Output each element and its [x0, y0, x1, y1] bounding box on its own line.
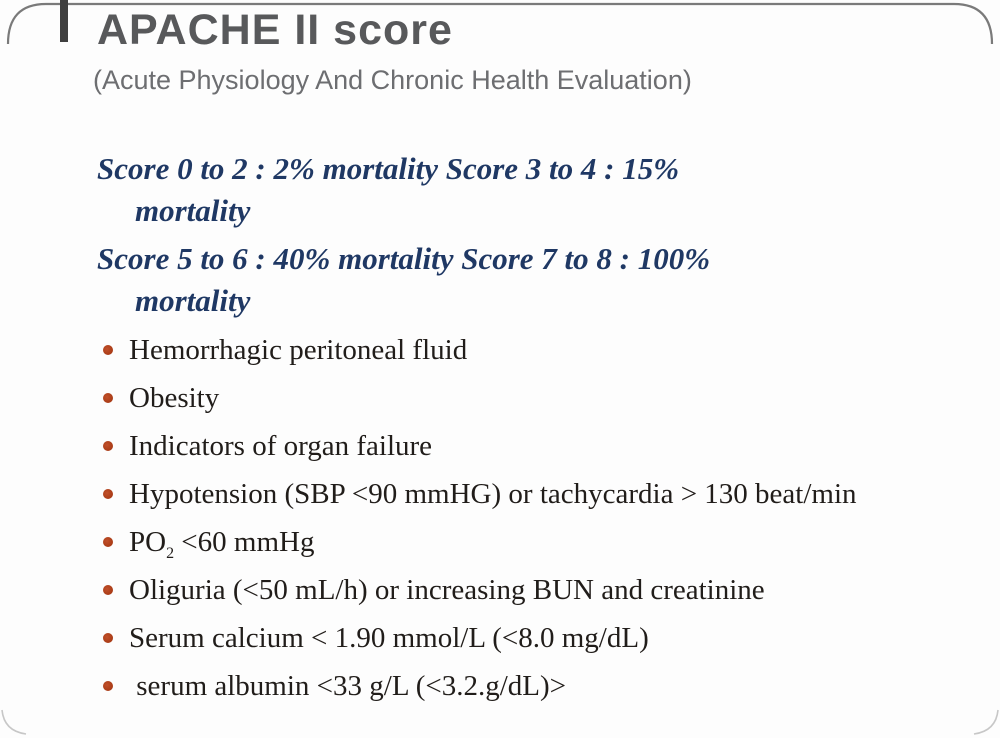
mortality-block [97, 148, 977, 322]
criteria-list [97, 334, 977, 703]
po2-prefix: PO [129, 526, 167, 559]
mortality-line: Score 0 to 2 : 2% mortality Score 3 to 4 : 15% [97, 151, 680, 187]
list-item [97, 334, 977, 367]
po2-suffix: <60 mmHg [174, 526, 315, 559]
list-item [97, 382, 977, 415]
slide-title: APACHE II score [97, 6, 453, 54]
bullet-icon [103, 393, 113, 403]
list-item-text: Hypotension (SBP <90 mmHG) or tachycardia > 130 beat/min [129, 478, 857, 511]
mortality-statement [97, 148, 977, 232]
slide-subtitle: (Acute Physiology And Chronic Health Evaluation) [93, 65, 692, 96]
bullet-icon [103, 489, 113, 499]
list-item-text: Indicators of organ failure [129, 430, 433, 463]
bullet-icon [103, 345, 113, 355]
list-item-text: Oliguria (<50 mL/h) or increasing BUN and creatinine [129, 574, 765, 607]
list-item-text: Hemorrhagic peritoneal fluid [129, 334, 468, 367]
list-item-text: serum albumin <33 g/L (<3.2.g/dL)> [129, 670, 567, 703]
list-item [97, 478, 977, 511]
list-item [97, 430, 977, 463]
top-left-corner-bar [60, 0, 68, 42]
bullet-icon [103, 681, 113, 691]
bullet-icon [103, 633, 113, 643]
list-item-text: Serum calcium < 1.90 mmol/L (<8.0 mg/dL) [129, 622, 649, 655]
list-item [97, 574, 977, 607]
list-item-text: Obesity [129, 382, 220, 415]
list-item [97, 670, 977, 703]
list-item [97, 526, 977, 563]
mortality-statement [97, 238, 977, 322]
po2-subscript: 2 [166, 545, 175, 563]
bullet-icon [103, 585, 113, 595]
bullet-icon [103, 537, 113, 547]
bullet-icon [103, 441, 113, 451]
list-item-text [129, 526, 315, 563]
slide-content [93, 6, 977, 718]
list-item [97, 622, 977, 655]
mortality-line: Score 5 to 6 : 40% mortality Score 7 to 8 : 100% [97, 241, 711, 277]
mortality-line-wrap: mortality [135, 283, 251, 319]
mortality-line-wrap: mortality [135, 193, 251, 229]
